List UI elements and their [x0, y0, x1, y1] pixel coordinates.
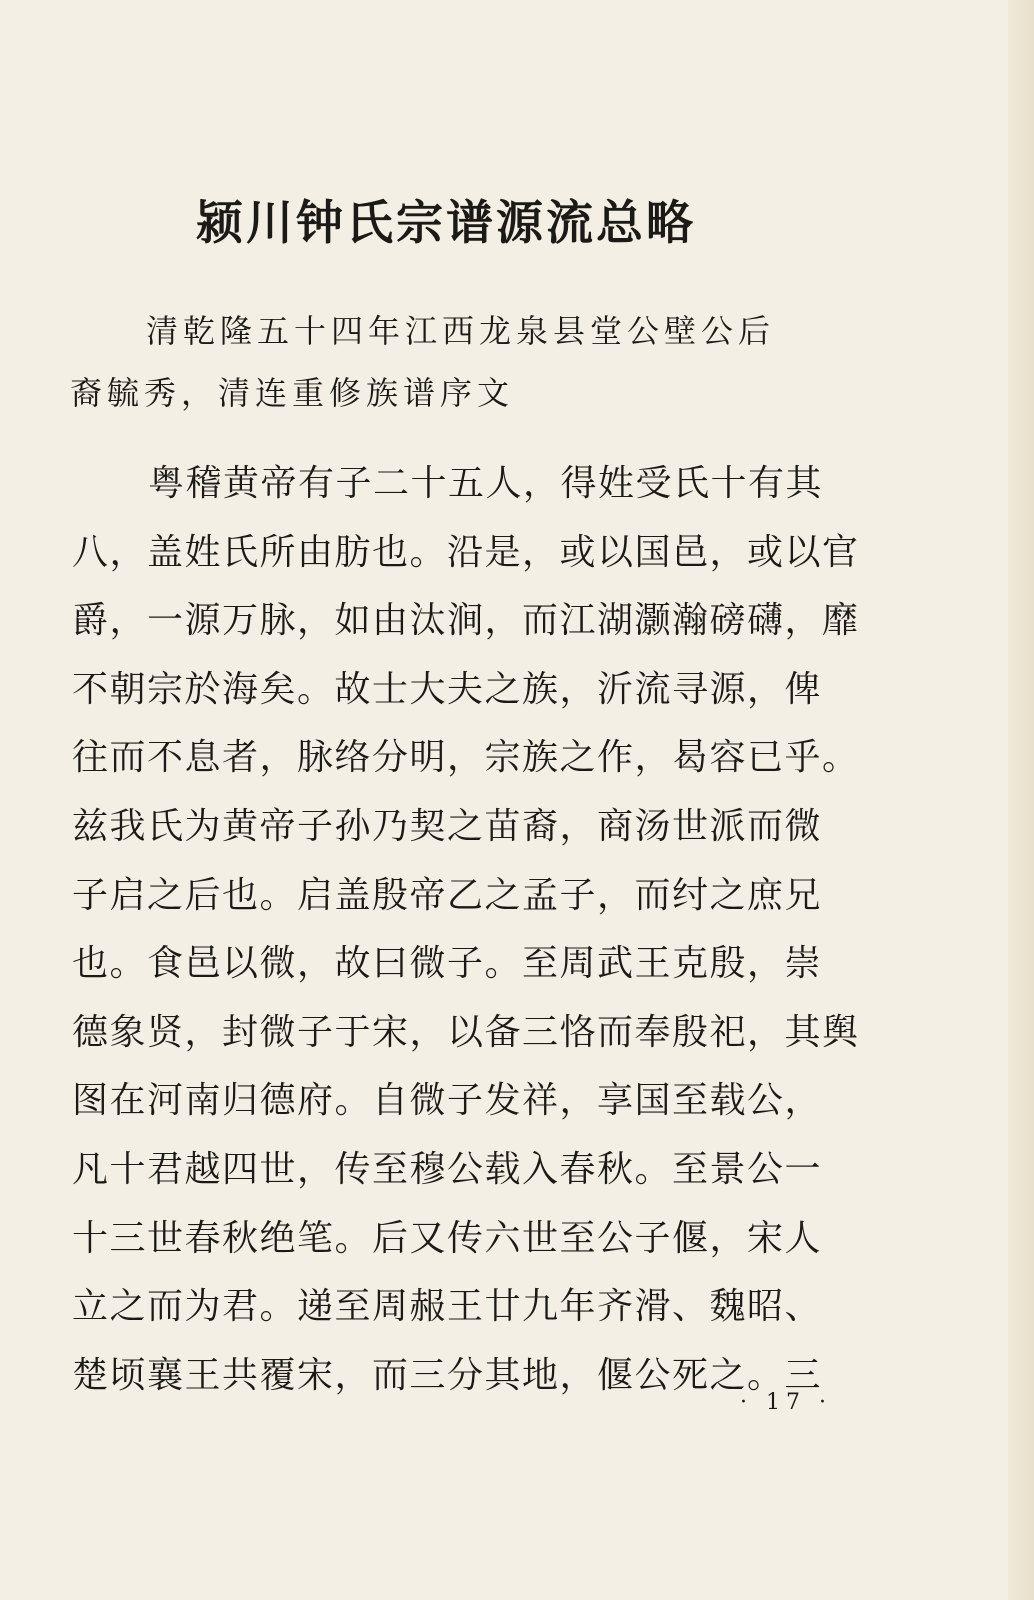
body-line: 十三世春秋绝笔。后又传六世至公子偃，宋人 — [72, 1217, 823, 1259]
body-line: 德象贤，封微子于宋，以备三恪而奉殷祀，其舆 — [72, 1011, 860, 1053]
subtitle-line: 裔毓秀，清连重修族谱序文 — [70, 374, 515, 412]
body-text — [72, 450, 902, 1410]
body-line: 立之而为君。递至周赧王廿九年齐滑、魏昭、 — [72, 1286, 823, 1328]
body-line: 粤稽黄帝有子二十五人，得姓受氏十有其 — [148, 463, 824, 504]
body-line: 也。食邑以微，故曰微子。至周武王克殷，崇 — [72, 943, 823, 985]
body-line: 兹我氏为黄帝子孙乃契之苗裔，商汤世派而微 — [72, 805, 823, 847]
subtitle-line: 清乾隆五十四年江西龙泉县堂公壁公后 — [146, 312, 776, 350]
body-line: 图在河南归德府。自微子发祥，享国至载公， — [72, 1080, 823, 1122]
body-line: 楚顷襄王共覆宋，而三分其地，偃公死之。三 — [72, 1354, 823, 1396]
page-number: · 17 · — [740, 1390, 832, 1415]
body-line: 往而不息者，脉络分明，宗族之作，曷容已乎。 — [72, 737, 860, 779]
body-line: 不朝宗於海矣。故士大夫之族，沂流寻源，俾 — [72, 668, 823, 710]
body-line: 八，盖姓氏所由肪也。沿是，或以国邑，或以官 — [72, 531, 860, 573]
subtitle-block — [70, 300, 890, 424]
page-title: 颍川钟氏宗谱源流总略 — [196, 196, 696, 251]
body-line: 爵，一源万脉，如由汰涧，而江湖灏瀚磅礴，靡 — [72, 600, 860, 642]
body-line: 凡十君越四世，传至穆公载入春秋。至景公一 — [72, 1148, 823, 1190]
body-line: 子启之后也。启盖殷帝乙之孟子，而纣之庶兄 — [72, 874, 823, 916]
